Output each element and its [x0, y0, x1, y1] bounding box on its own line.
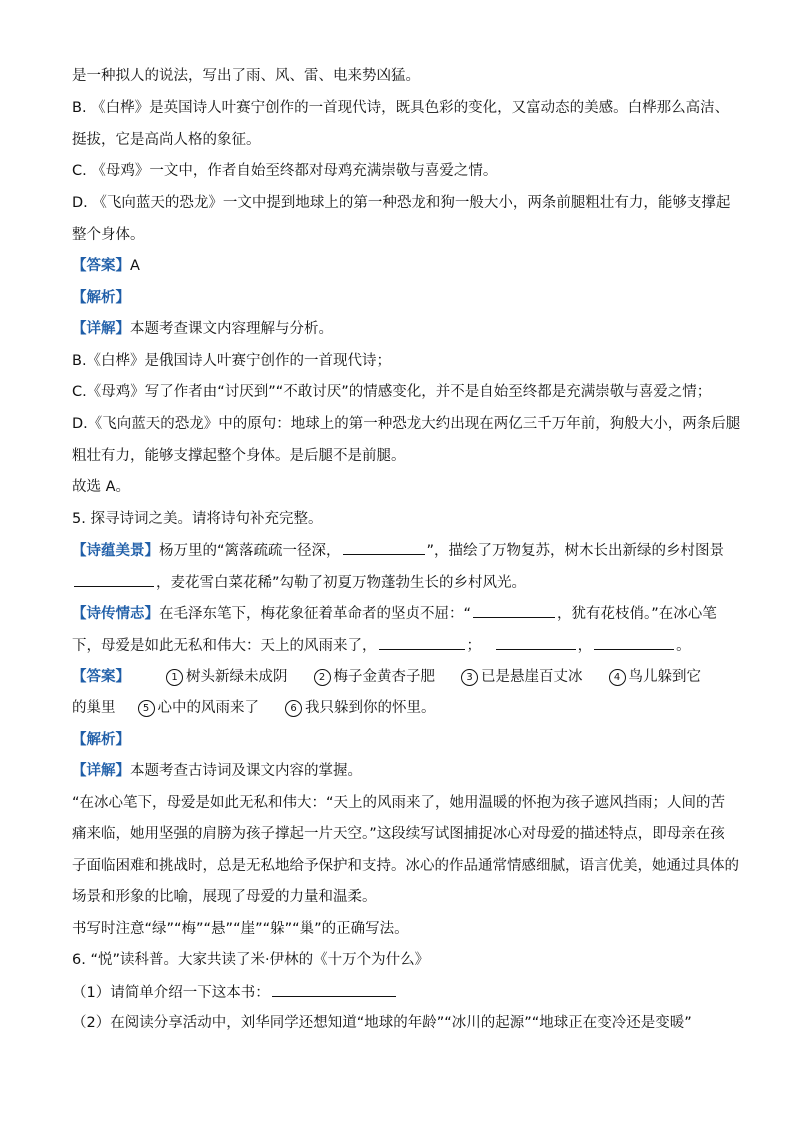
answer-row-cont: [72, 698, 436, 718]
circled-number: 6: [285, 700, 302, 717]
option-c: C. 《母鸡》一文中，作者自始至终都对母鸡充满崇敬与喜爱之情。: [72, 163, 498, 179]
text-line: 子面临困难和挑战时，总是无私地给予保护和支持。冰心的作品通常情感细腻，语言优美，她通过具体的: [72, 858, 739, 874]
poem-scene-row: [72, 540, 724, 561]
detail-text: 本题考查课文内容理解与分析。: [130, 321, 333, 337]
analysis-tag: 【解析】: [72, 732, 130, 748]
fill-blank[interactable]: [473, 603, 555, 618]
text-line: 场景和形象的比喻，展现了母爱的力量和温柔。: [72, 889, 377, 905]
circled-number: 5: [138, 700, 155, 717]
text-line: 故选 A。: [72, 479, 131, 495]
circled-number: 2: [314, 669, 331, 686]
detail-row: [72, 761, 362, 781]
answer-tag: 【答案】: [72, 669, 130, 685]
poem-emotion-tag: 【诗传情志】: [72, 606, 159, 622]
fill-blank[interactable]: [272, 982, 396, 997]
analysis-row: [72, 288, 130, 308]
fill-blank[interactable]: [594, 635, 674, 650]
answer-tag: 【答案】: [72, 258, 130, 274]
answer-row: [72, 256, 140, 276]
text-segment: ，犹有花枝俏。”在冰心笔: [557, 606, 717, 622]
detail-tag: 【详解】: [72, 763, 130, 779]
circled-number: 1: [166, 669, 183, 686]
text-line: 整个身体。: [72, 227, 145, 243]
sub-question-2: （2）在阅读分享活动中，刘华同学还想知道“地球的年龄”“冰川的起源”“地球正在变冷还是变暖”: [72, 1015, 692, 1031]
option-b: B. 《白桦》是英国诗人叶赛宁创作的一首现代诗，既具色彩的变化，又富动态的美感。白桦那么高洁、: [72, 100, 730, 116]
analysis-tag: 【解析】: [72, 290, 130, 306]
fill-blank[interactable]: [343, 540, 425, 555]
circled-number: 4: [609, 669, 626, 686]
answer-value: A: [130, 258, 140, 274]
text-segment: ，: [577, 638, 593, 654]
text-segment: ”，描绘了万物复苏，树木长出新绿的乡村图景: [426, 543, 725, 559]
answer-item: 心中的风雨来了: [157, 700, 259, 716]
answer-item: 鸟儿躲到它: [628, 669, 701, 685]
text-segment: （1）请简单介绍一下这本书：: [72, 985, 270, 1001]
sub-question-1: [72, 982, 398, 1003]
question-5: 5. 探寻诗词之美。请将诗句补充完整。: [72, 511, 323, 527]
text-segment: ；: [466, 638, 481, 654]
text-line: 粗壮有力，能够支撑起整个身体。是后腿不是前腿。: [72, 448, 406, 464]
fill-blank[interactable]: [74, 572, 154, 587]
option-d: D. 《飞向蓝天的恐龙》一文中提到地球上的第一种恐龙和狗一般大小，两条前腿粗壮有力，能够支撑起: [72, 195, 731, 211]
text-segment: ，麦花雪白菜花稀”勾勒了初夏万物蓬勃生长的乡村风光。: [156, 575, 527, 591]
text-segment: 杨万里的“篱落疏疏一径深，: [159, 543, 341, 559]
text-segment: 下，母爱是如此无私和伟大：天上的风雨来了，: [72, 638, 377, 654]
answer-row: [72, 667, 701, 687]
answer-item: 已是悬崖百丈冰: [481, 669, 583, 685]
text-line: B.《白桦》是俄国诗人叶赛宁创作的一首现代诗；: [72, 353, 392, 369]
poem-emotion-row: [72, 603, 717, 624]
answer-item: 我只躲到你的怀里。: [305, 700, 436, 716]
answer-item: 树头新绿未成阴: [186, 669, 288, 685]
text-line: [72, 572, 526, 593]
text-line: [72, 635, 691, 656]
text-line: 书写时注意“绿”“梅”“悬”“崖”“躲”“巢”的正确写法。: [72, 921, 409, 937]
analysis-row: [72, 730, 130, 750]
detail-tag: 【详解】: [72, 321, 130, 337]
text-segment: 在毛泽东笔下，梅花象征着革命者的坚贞不屈：“: [159, 606, 472, 622]
text-line: 挺拔，它是高尚人格的象征。: [72, 132, 261, 148]
text-line: 痛来临，她用坚强的肩膀为孩子撑起一片天空。”这段续写试图捕捉冰心对母爱的描述特点，即母亲在孩: [72, 826, 725, 842]
poem-scene-tag: 【诗蕴美景】: [72, 543, 159, 559]
text-line: C.《母鸡》写了作者由“讨厌到”“不敢讨厌”的情感变化，并不是自始至终都是充满崇敬与喜爱之情；: [72, 384, 712, 400]
circled-number: 3: [461, 669, 478, 686]
detail-row: [72, 319, 333, 339]
text-segment: 。: [676, 638, 691, 654]
fill-blank[interactable]: [379, 635, 465, 650]
answer-item: 的巢里: [72, 700, 116, 716]
text-line: “在冰心笔下，母爱是如此无私和伟大：“天上的风雨来了，她用温暖的怀抱为孩子遮风挡雨；人间的苦: [72, 795, 726, 811]
answer-item: 梅子金黄杏子肥: [333, 669, 435, 685]
fill-blank[interactable]: [496, 635, 576, 650]
detail-text: 本题考查古诗词及课文内容的掌握。: [130, 763, 362, 779]
text-line: 是一种拟人的说法，写出了雨、风、雷、电来势凶猛。: [72, 68, 420, 84]
question-6: 6. “悦”读科普。大家共读了米·伊林的《十万个为什么》: [72, 952, 430, 968]
text-line: D.《飞向蓝天的恐龙》中的原句：地球上的第一种恐龙大约出现在两亿三千万年前，狗般大小，两条后腿: [72, 416, 741, 432]
